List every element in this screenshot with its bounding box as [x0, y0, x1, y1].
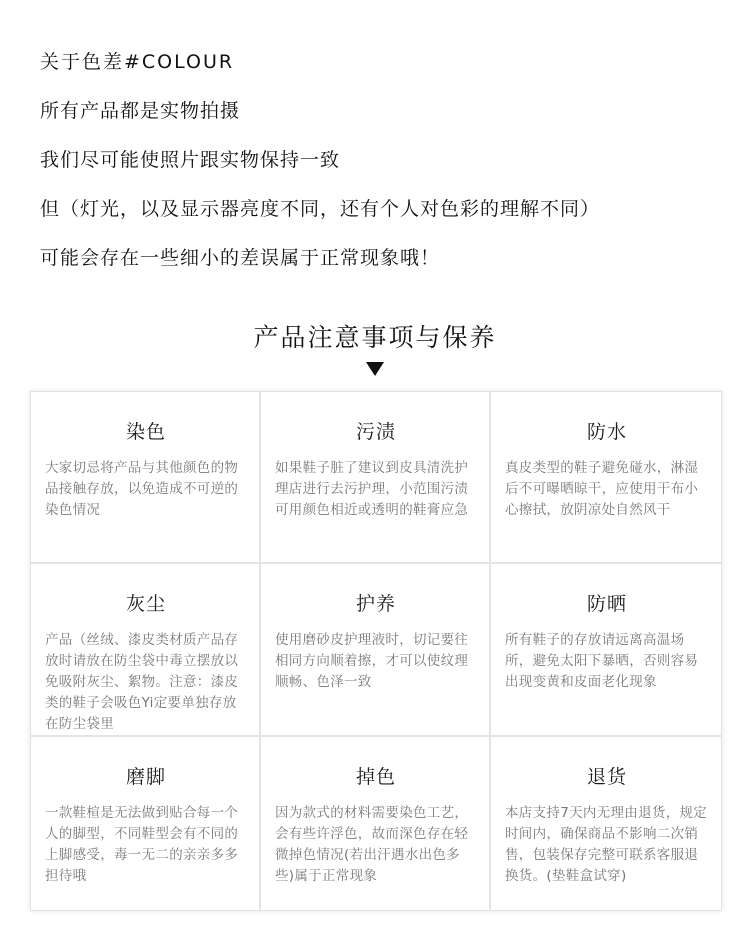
- care-cell-fit: [31, 737, 261, 910]
- care-cell-title: 退货: [586, 766, 627, 788]
- care-cell-title: 染色: [125, 421, 166, 443]
- care-cell-title: 磨脚: [125, 766, 166, 788]
- care-cell-text: 使用磨砂皮护理液时，切记要往相同方向顺着擦，才可以使纹理顺畅、色泽一致: [275, 632, 469, 690]
- care-cell-text: 一款鞋楦是无法做到贴合每一个人的脚型，不同鞋型会有不同的上脚感受，毒一无二的亲亲多多担待哦: [45, 805, 239, 884]
- care-cell-title: 灰尘: [125, 593, 166, 615]
- care-cell-text: 如果鞋子脏了建议到皮具清洗护理店进行去污护理，小范围污渍可用颜色相近或透明的鞋膏应急: [275, 460, 469, 518]
- care-cell-text: 因为款式的材料需要染色工艺，会有些许浮色，故而深色存在轻微掉色情况(若出汗遇水出色多些)属于正常现象: [275, 805, 469, 884]
- colour-notice-line: 但（灯光，以及显示器亮度不同，还有个人对色彩的理解不同）: [40, 198, 601, 220]
- care-grid: [30, 391, 722, 911]
- care-cell-text: 产品（丝绒、漆皮类材质产品存放时请放在防尘袋中毒立摆放以免吸附灰尘、絮物。注意：漆皮类的鞋子会吸色Yi定要单独存放在防尘袋里: [45, 632, 239, 732]
- care-cell-stains: [261, 392, 491, 564]
- care-cell-returns: [491, 737, 721, 910]
- care-cell-dyeing: [31, 392, 261, 564]
- care-cell-text: 本店支持7天内无理由退货，规定时间内，确保商品不影响二次销售，包装保存完整可联系客服退换货。(垫鞋盒试穿): [505, 805, 708, 884]
- care-cell-title: 污渍: [355, 421, 396, 443]
- care-cell-waterproof: [491, 392, 721, 564]
- down-triangle-icon: [366, 362, 384, 376]
- colour-notice: [40, 50, 720, 295]
- colour-notice-line: 所有产品都是实物拍摄: [40, 100, 241, 122]
- care-cell-text: 大家切忌将产品与其他颜色的物品接触存放，以免造成不可逆的染色情况: [45, 460, 239, 518]
- colour-notice-line: 我们尽可能使照片跟实物保持一致: [40, 149, 341, 171]
- care-cell-title: 护养: [355, 593, 396, 615]
- care-cell-text: 所有鞋子的存放请远离高温场所，避免太阳下暴晒，否则容易出现变黄和皮面老化现象: [505, 632, 699, 690]
- care-cell-dust: [31, 564, 261, 737]
- care-cell-title: 防水: [586, 421, 627, 443]
- care-cell-title: 掉色: [355, 766, 396, 788]
- care-cell-maintenance: [261, 564, 491, 737]
- colour-notice-line: 可能会存在一些细小的差误属于正常现象哦！: [40, 247, 441, 269]
- care-section-title: 产品注意事项与保养: [253, 323, 497, 352]
- care-cell-color-fading: [261, 737, 491, 910]
- colour-notice-heading: 关于色差#COLOUR: [40, 51, 235, 73]
- care-cell-title: 防晒: [586, 593, 627, 615]
- care-cell-text: 真皮类型的鞋子避免碰水，淋湿后不可曝晒晾干，应使用干布小心擦拭，放阴凉处自然风干: [505, 460, 699, 518]
- care-cell-sun-protection: [491, 564, 721, 737]
